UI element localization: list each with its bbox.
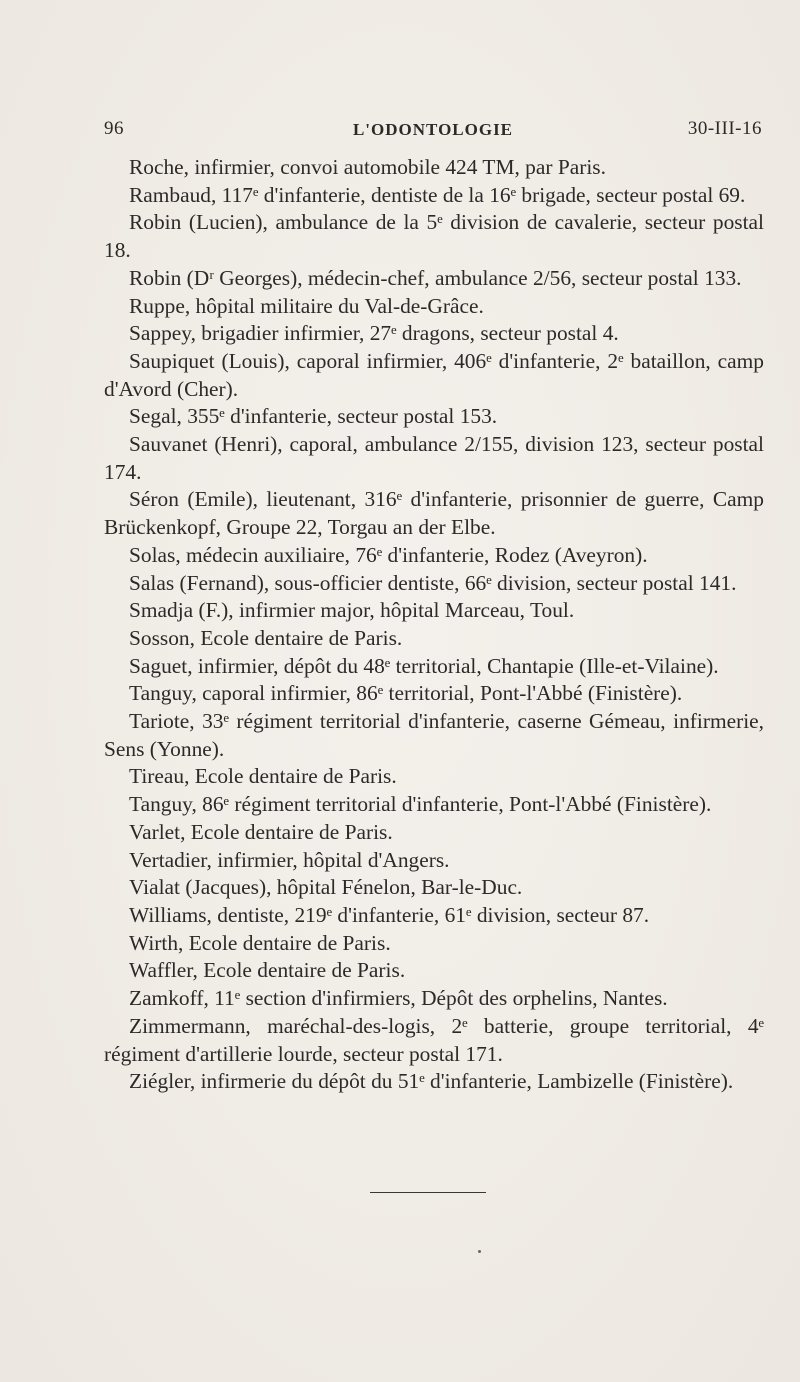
list-item: Wirth, Ecole dentaire de Paris. [129, 930, 391, 955]
list-item: Salas (Fernand), sous-officier dentiste, 66ᵉ division, secteur postal 141. [129, 570, 737, 595]
page-number: 96 [104, 118, 124, 139]
list-item: Varlet, Ecole dentaire de Paris. [129, 819, 393, 844]
list-item: Tireau, Ecole dentaire de Paris. [129, 764, 397, 789]
list-item: Saguet, infirmier, dépôt du 48ᵉ territorial, Chantapie (Ille-et-Vilaine). [129, 653, 719, 678]
list-item: Ruppe, hôpital militaire du Val-de-Grâce. [129, 293, 484, 318]
list-item: Waffler, Ecole dentaire de Paris. [129, 958, 406, 983]
issue-date: 30-III-16 [687, 118, 762, 139]
list-item: Zamkoff, 11ᵉ section d'infirmiers, Dépôt des orphelins, Nantes. [129, 986, 668, 1011]
end-rule [370, 1192, 486, 1193]
list-item: Sosson, Ecole dentaire de Paris. [129, 625, 403, 650]
list-item: Zimmermann, maréchal-des-logis, 2ᵉ batterie, groupe territorial, 4ᵉ régiment d'artillerie lourde, secteur postal 171. [104, 1013, 764, 1066]
list-item: Ziégler, infirmerie du dépôt du 51ᵉ d'infanterie, Lambizelle (Finistère). [129, 1069, 734, 1094]
list-item: Rambaud, 117ᵉ d'infanterie, dentiste de la 16ᵉ brigade, secteur postal 69. [129, 182, 746, 207]
list-item: Robin (Dʳ Georges), médecin-chef, ambulance 2/56, secteur postal 133. [129, 265, 742, 290]
list-item: Roche, infirmier, convoi automobile 424 TM, par Paris. [129, 155, 606, 179]
list-item: Tanguy, caporal infirmier, 86ᵉ territorial, Pont-l'Abbé (Finistère). [129, 681, 683, 706]
list-item: Williams, dentiste, 219ᵉ d'infanterie, 61ᵉ division, secteur 87. [129, 902, 650, 927]
address-list [104, 154, 764, 1096]
list-item: Segal, 355ᵉ d'infanterie, secteur postal 153. [129, 404, 498, 429]
list-item: Séron (Emile), lieutenant, 316ᵉ d'infanterie, prisonnier de guerre, Camp Brückenkopf, Groupe 22, Torgau an der Elbe. [104, 487, 764, 540]
list-item: Tanguy, 86ᵉ régiment territorial d'infanterie, Pont-l'Abbé (Finistère). [129, 792, 712, 817]
list-item: Saupiquet (Louis), caporal infirmier, 406ᵉ d'infanterie, 2ᵉ bataillon, camp d'Avord (Cher). [104, 348, 764, 401]
running-title: L'ODONTOLOGIE [352, 120, 514, 139]
list-item: Sappey, brigadier infirmier, 27ᵉ dragons, secteur postal 4. [129, 321, 619, 346]
list-item: Sauvanet (Henri), caporal, ambulance 2/155, division 123, secteur postal 174. [104, 432, 764, 484]
page-header [104, 118, 762, 148]
list-item: Vertadier, infirmier, hôpital d'Angers. [129, 847, 450, 872]
list-item: Vialat (Jacques), hôpital Fénelon, Bar-le-Duc. [129, 875, 523, 900]
list-item: Smadja (F.), infirmier major, hôpital Marceau, Toul. [129, 598, 575, 623]
paper-speck [478, 1250, 481, 1253]
list-item: Solas, médecin auxiliaire, 76ᵉ d'infanterie, Rodez (Aveyron). [129, 542, 648, 567]
list-item: Robin (Lucien), ambulance de la 5ᵉ division de cavalerie, secteur postal 18. [104, 210, 764, 263]
list-item: Tariote, 33ᵉ régiment territorial d'infanterie, caserne Gémeau, infirmerie, Sens (Yonne). [104, 709, 764, 761]
